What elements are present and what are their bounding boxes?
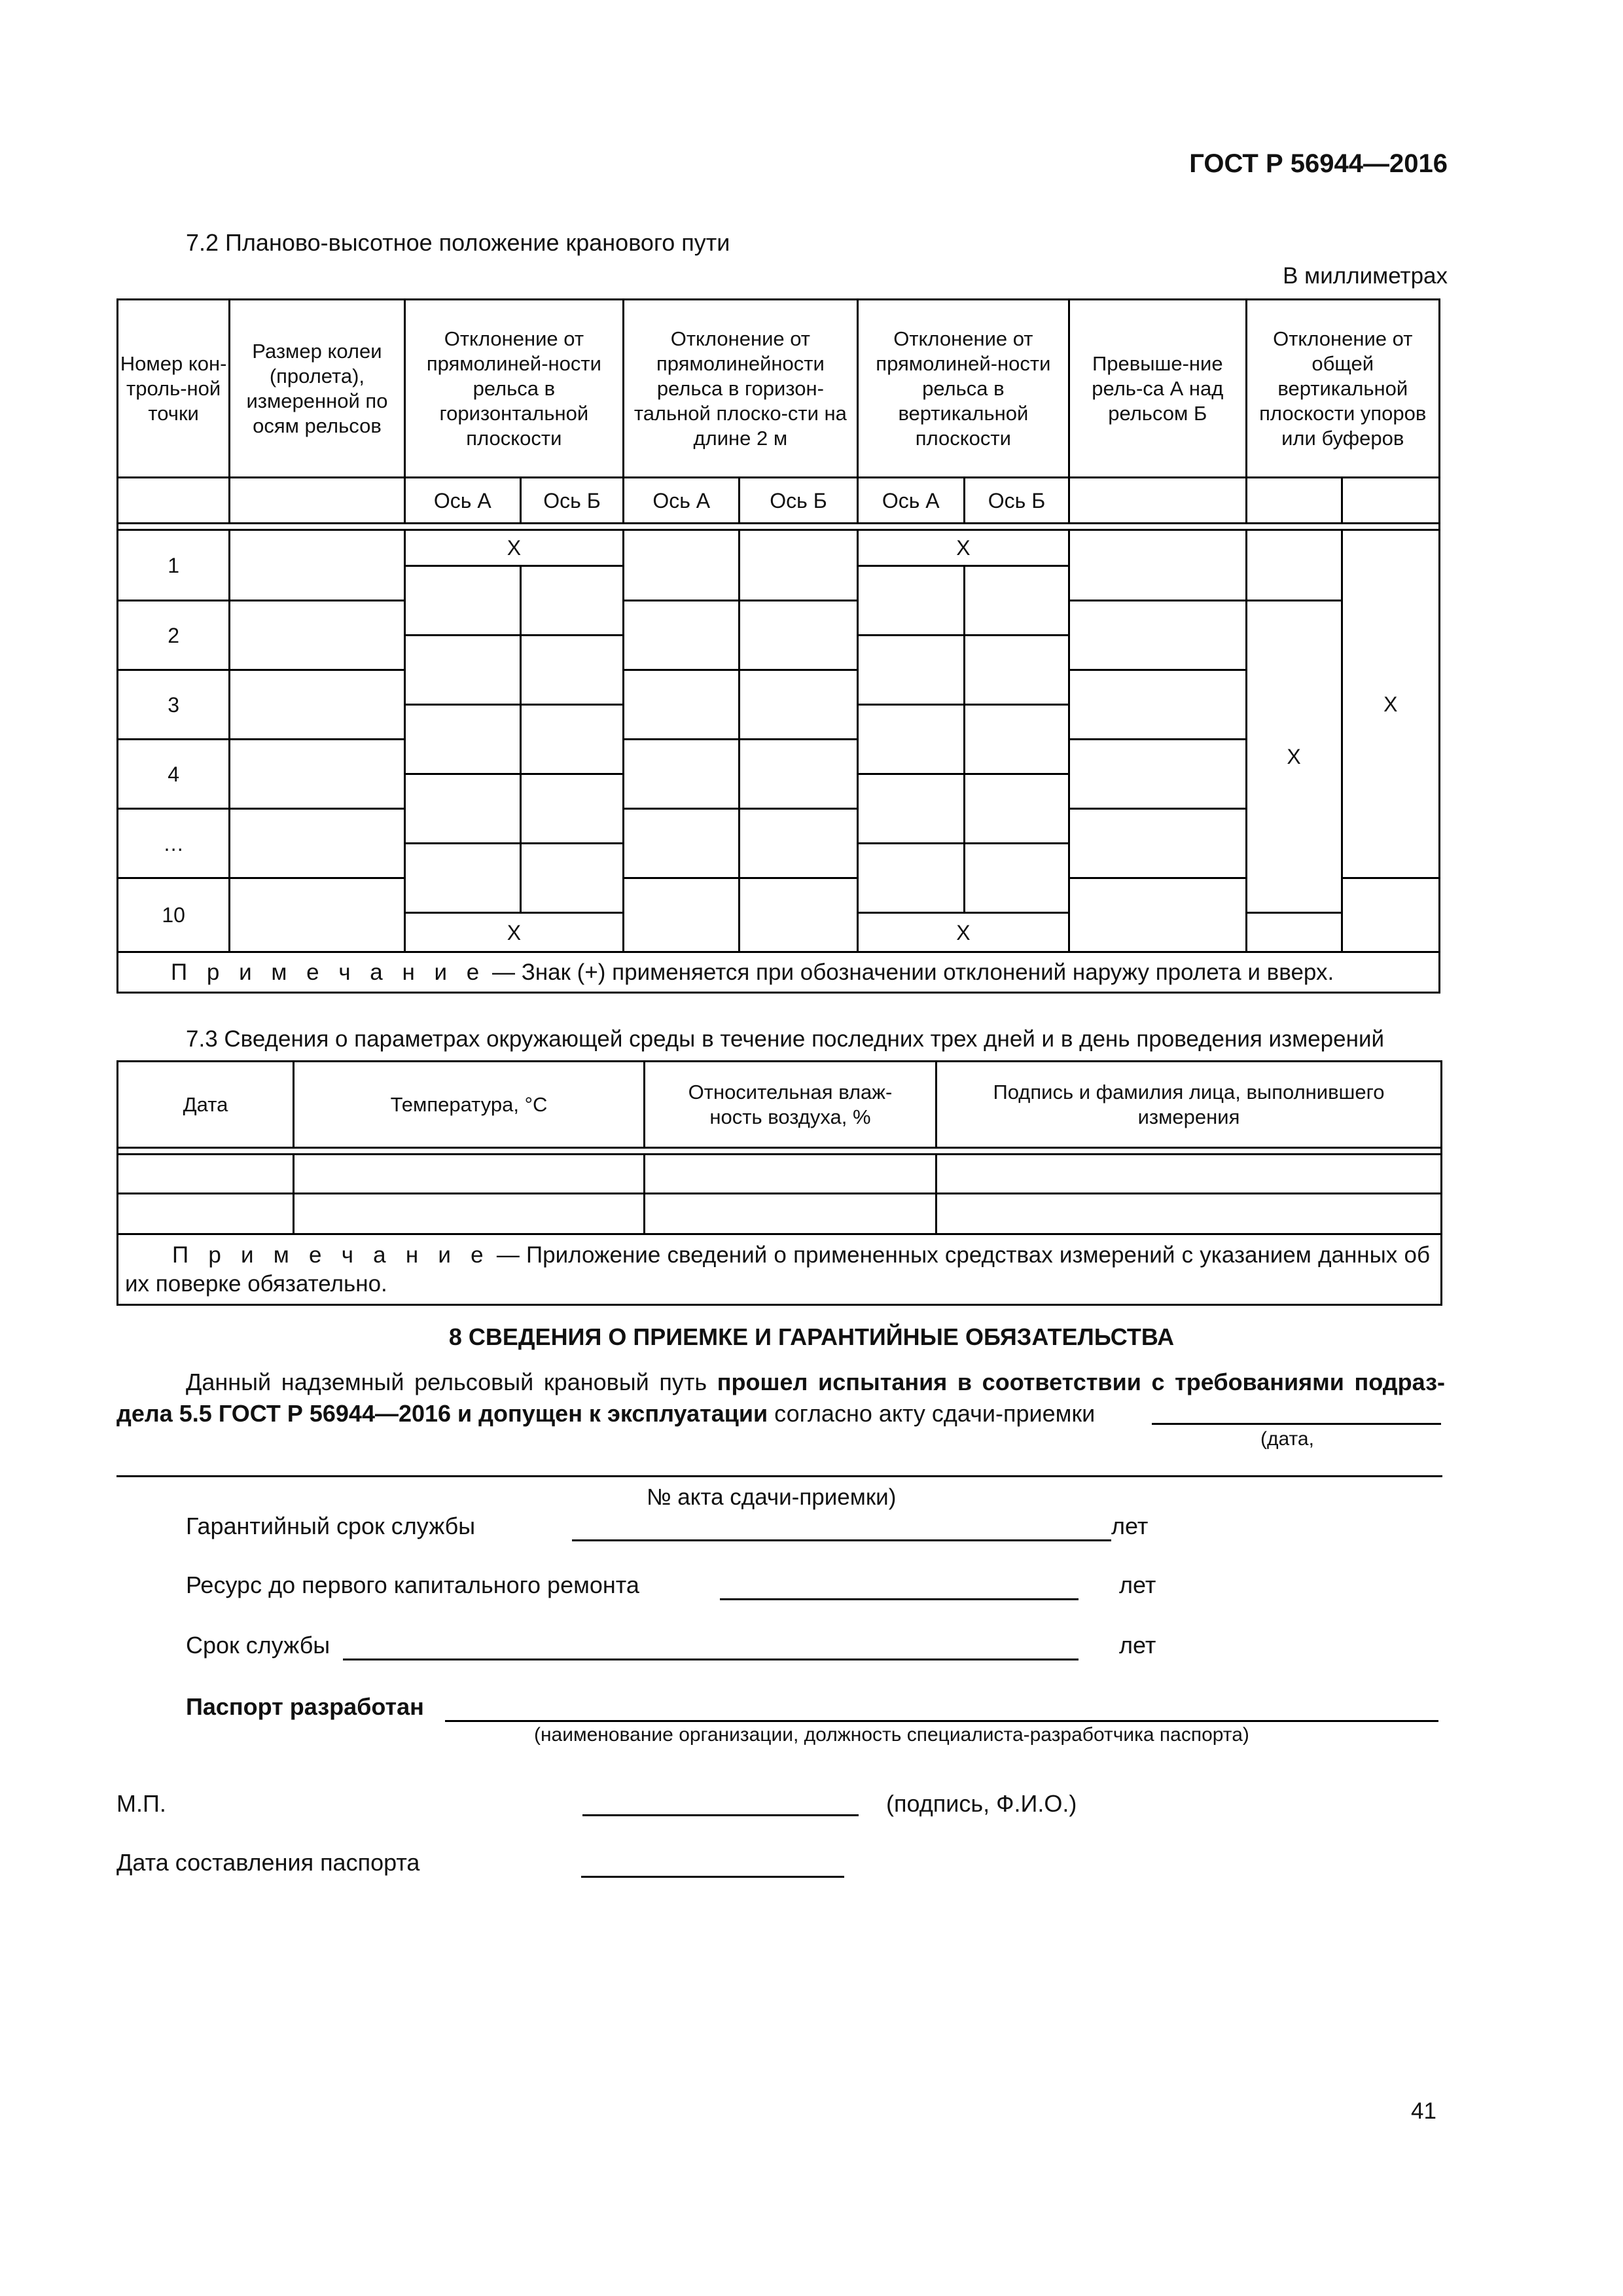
resource-line[interactable] — [720, 1598, 1079, 1600]
acceptance-text-bold: прошел испытания в соответствии с требованиями подраз-дела 5.5 ГОСТ Р 56944—2016 и допущен к эксплуатации — [116, 1369, 1445, 1427]
header-elevation: Превыше-ние рель-са А над рельсом Б — [1069, 300, 1246, 478]
dev-2m-a-cell — [624, 601, 740, 670]
row-number: 10 — [118, 878, 230, 952]
acceptance-text-c: согласно акту сдачи-приемки — [768, 1400, 1096, 1427]
developed-hint: (наименование организации, должность специалиста-разработчика паспорта) — [534, 1724, 1249, 1746]
dev-2m-b-cell — [740, 878, 857, 952]
header-signature: Подпись и фамилия лица, выполнившего измерения — [936, 1062, 1442, 1148]
elevation-cell — [1069, 740, 1246, 809]
axis-a-label: Ось А — [857, 478, 964, 524]
row-number: 4 — [118, 740, 230, 809]
gauge-cell — [230, 809, 404, 878]
dev-2m-b-cell — [740, 601, 857, 670]
row-number: 2 — [118, 601, 230, 670]
document-code: ГОСТ Р 56944—2016 — [1189, 149, 1448, 178]
env-humidity-cell — [645, 1155, 936, 1194]
act-number-line[interactable] — [116, 1475, 1442, 1477]
header-gauge: Размер колеи (пролета), измеренной по осям рельсов — [230, 300, 404, 478]
row-number: … — [118, 809, 230, 878]
dev-2m-b-cell — [740, 740, 857, 809]
axis-b-label: Ось Б — [964, 478, 1069, 524]
developed-label: Паспорт разработан — [186, 1693, 424, 1720]
subheader-empty — [1246, 478, 1342, 524]
elevation-cell — [1069, 601, 1246, 670]
dev-2m-b-cell — [740, 530, 857, 601]
dev-v-b-cell — [964, 844, 1069, 913]
act-date-line[interactable] — [1152, 1423, 1441, 1425]
passport-date-label: Дата составления паспорта — [116, 1849, 420, 1876]
axis-a-label: Ось А — [624, 478, 740, 524]
dev-h-a-cell — [404, 566, 520, 636]
axis-b-label: Ось Б — [740, 478, 857, 524]
section-8-title: 8 СВЕДЕНИЯ О ПРИЕМКЕ И ГАРАНТИЙНЫЕ ОБЯЗАТЕЛЬСТВА — [448, 1323, 1175, 1350]
dev-h-b-cell — [520, 844, 623, 913]
cross-mark: X — [857, 913, 1069, 952]
gauge-cell — [230, 530, 404, 601]
dev-2m-a-cell — [624, 740, 740, 809]
env-temp-cell — [294, 1194, 645, 1234]
resource-label: Ресурс до первого капитального ремонта — [186, 1571, 639, 1598]
units-label: В миллиметрах — [1283, 263, 1448, 289]
dev-2m-a-cell — [624, 809, 740, 878]
section-7-2-note — [118, 952, 1440, 993]
cross-mark: X — [404, 530, 623, 566]
dev-2m-a-cell — [624, 530, 740, 601]
service-years: лет — [1119, 1632, 1156, 1659]
header-temperature: Температура, °С — [294, 1062, 645, 1148]
header-humidity: Относительная влаж-ность воздуха, % — [645, 1062, 936, 1148]
resource-years: лет — [1119, 1571, 1156, 1598]
warranty-label: Гарантийный срок службы — [186, 1513, 476, 1539]
dev-h-a-cell — [404, 705, 520, 774]
service-label: Срок службы — [186, 1632, 330, 1659]
signature-line[interactable] — [582, 1814, 859, 1816]
cross-mark: X — [1246, 601, 1342, 913]
developed-line[interactable] — [445, 1720, 1438, 1722]
env-humidity-cell — [645, 1194, 936, 1234]
section-7-3-caption: 7.3 Сведения о параметрах окружающей среды в течение последних трех дней и в день проведения измерений — [186, 1026, 1385, 1052]
subheader-empty — [118, 478, 230, 524]
header-date: Дата — [118, 1062, 294, 1148]
header-deviation-horizontal-2m: Отклонение от прямолинейности рельса в горизон-тальной плоско-сти на длине 2 м — [624, 300, 858, 478]
page-number: 41 — [1411, 2098, 1436, 2124]
plane-b-cell — [1342, 878, 1439, 952]
dev-2m-a-cell — [624, 670, 740, 740]
subheader-empty — [1342, 478, 1439, 524]
dev-v-b-cell — [964, 774, 1069, 844]
note-label: П р и м е ч а н и е — [171, 959, 486, 985]
axis-b-label: Ось Б — [520, 478, 623, 524]
acceptance-paragraph — [116, 1367, 1445, 1429]
dev-h-a-cell — [404, 636, 520, 705]
dev-h-a-cell — [404, 844, 520, 913]
dev-v-b-cell — [964, 566, 1069, 636]
gauge-cell — [230, 670, 404, 740]
env-date-cell — [118, 1194, 294, 1234]
dev-2m-b-cell — [740, 670, 857, 740]
date-hint: (дата, — [1260, 1428, 1314, 1450]
elevation-cell — [1069, 878, 1246, 952]
dev-2m-a-cell — [624, 878, 740, 952]
header-deviation-vertical: Отклонение от прямолиней-ности рельса в вертикальной плоскости — [857, 300, 1069, 478]
header-deviation-horizontal: Отклонение от прямолиней-ности рельса в горизонтальной плоскости — [404, 300, 623, 478]
service-line[interactable] — [343, 1659, 1079, 1660]
warranty-line[interactable] — [572, 1539, 1111, 1541]
header-point-number: Номер кон-троль-ной точки — [118, 300, 230, 478]
section-7-2-caption: 7.2 Планово-высотное положение кранового пути — [186, 229, 730, 256]
dev-h-b-cell — [520, 774, 623, 844]
env-temp-cell — [294, 1155, 645, 1194]
elevation-cell — [1069, 670, 1246, 740]
note-text: — Знак (+) применяется при обозначении отклонений наружу пролета и вверх. — [486, 959, 1334, 985]
dev-h-b-cell — [520, 636, 623, 705]
axis-a-label: Ось А — [404, 478, 520, 524]
dev-v-a-cell — [857, 844, 964, 913]
cross-mark: X — [404, 913, 623, 952]
crane-track-position-table — [116, 298, 1440, 994]
dev-v-a-cell — [857, 774, 964, 844]
env-date-cell — [118, 1155, 294, 1194]
elevation-cell — [1069, 530, 1246, 601]
dev-2m-b-cell — [740, 809, 857, 878]
env-signature-cell — [936, 1194, 1442, 1234]
note-text: — Приложение сведений о примененных средствах измерений с указанием данных об их поверке обязательно. — [125, 1242, 1430, 1297]
dev-h-b-cell — [520, 705, 623, 774]
stamp-label: М.П. — [116, 1790, 166, 1817]
section-7-3-note — [118, 1234, 1442, 1305]
dev-v-a-cell — [857, 636, 964, 705]
subheader-empty — [1069, 478, 1246, 524]
dev-v-b-cell — [964, 705, 1069, 774]
act-number-hint: № акта сдачи-приемки) — [647, 1484, 897, 1510]
environment-table — [116, 1060, 1442, 1306]
dev-h-b-cell — [520, 566, 623, 636]
gauge-cell — [230, 740, 404, 809]
subheader-empty — [230, 478, 404, 524]
acceptance-text-a: Данный надземный рельсовый крановый путь — [186, 1369, 717, 1395]
cross-mark: X — [1342, 530, 1439, 878]
warranty-years: лет — [1111, 1513, 1149, 1539]
passport-date-line[interactable] — [581, 1876, 844, 1878]
gauge-cell — [230, 601, 404, 670]
env-signature-cell — [936, 1155, 1442, 1194]
elevation-cell — [1069, 809, 1246, 878]
note-label: П р и м е ч а н и е — [172, 1242, 490, 1268]
dev-v-a-cell — [857, 566, 964, 636]
header-deviation-plane: Отклонение от общей вертикальной плоскости упоров или буферов — [1246, 300, 1440, 478]
gauge-cell — [230, 878, 404, 952]
signature-hint: (подпись, Ф.И.О.) — [886, 1790, 1077, 1817]
plane-a-cell — [1246, 530, 1342, 601]
cross-mark: X — [857, 530, 1069, 566]
row-number: 3 — [118, 670, 230, 740]
dev-v-b-cell — [964, 636, 1069, 705]
row-number: 1 — [118, 530, 230, 601]
dev-h-a-cell — [404, 774, 520, 844]
dev-v-a-cell — [857, 705, 964, 774]
